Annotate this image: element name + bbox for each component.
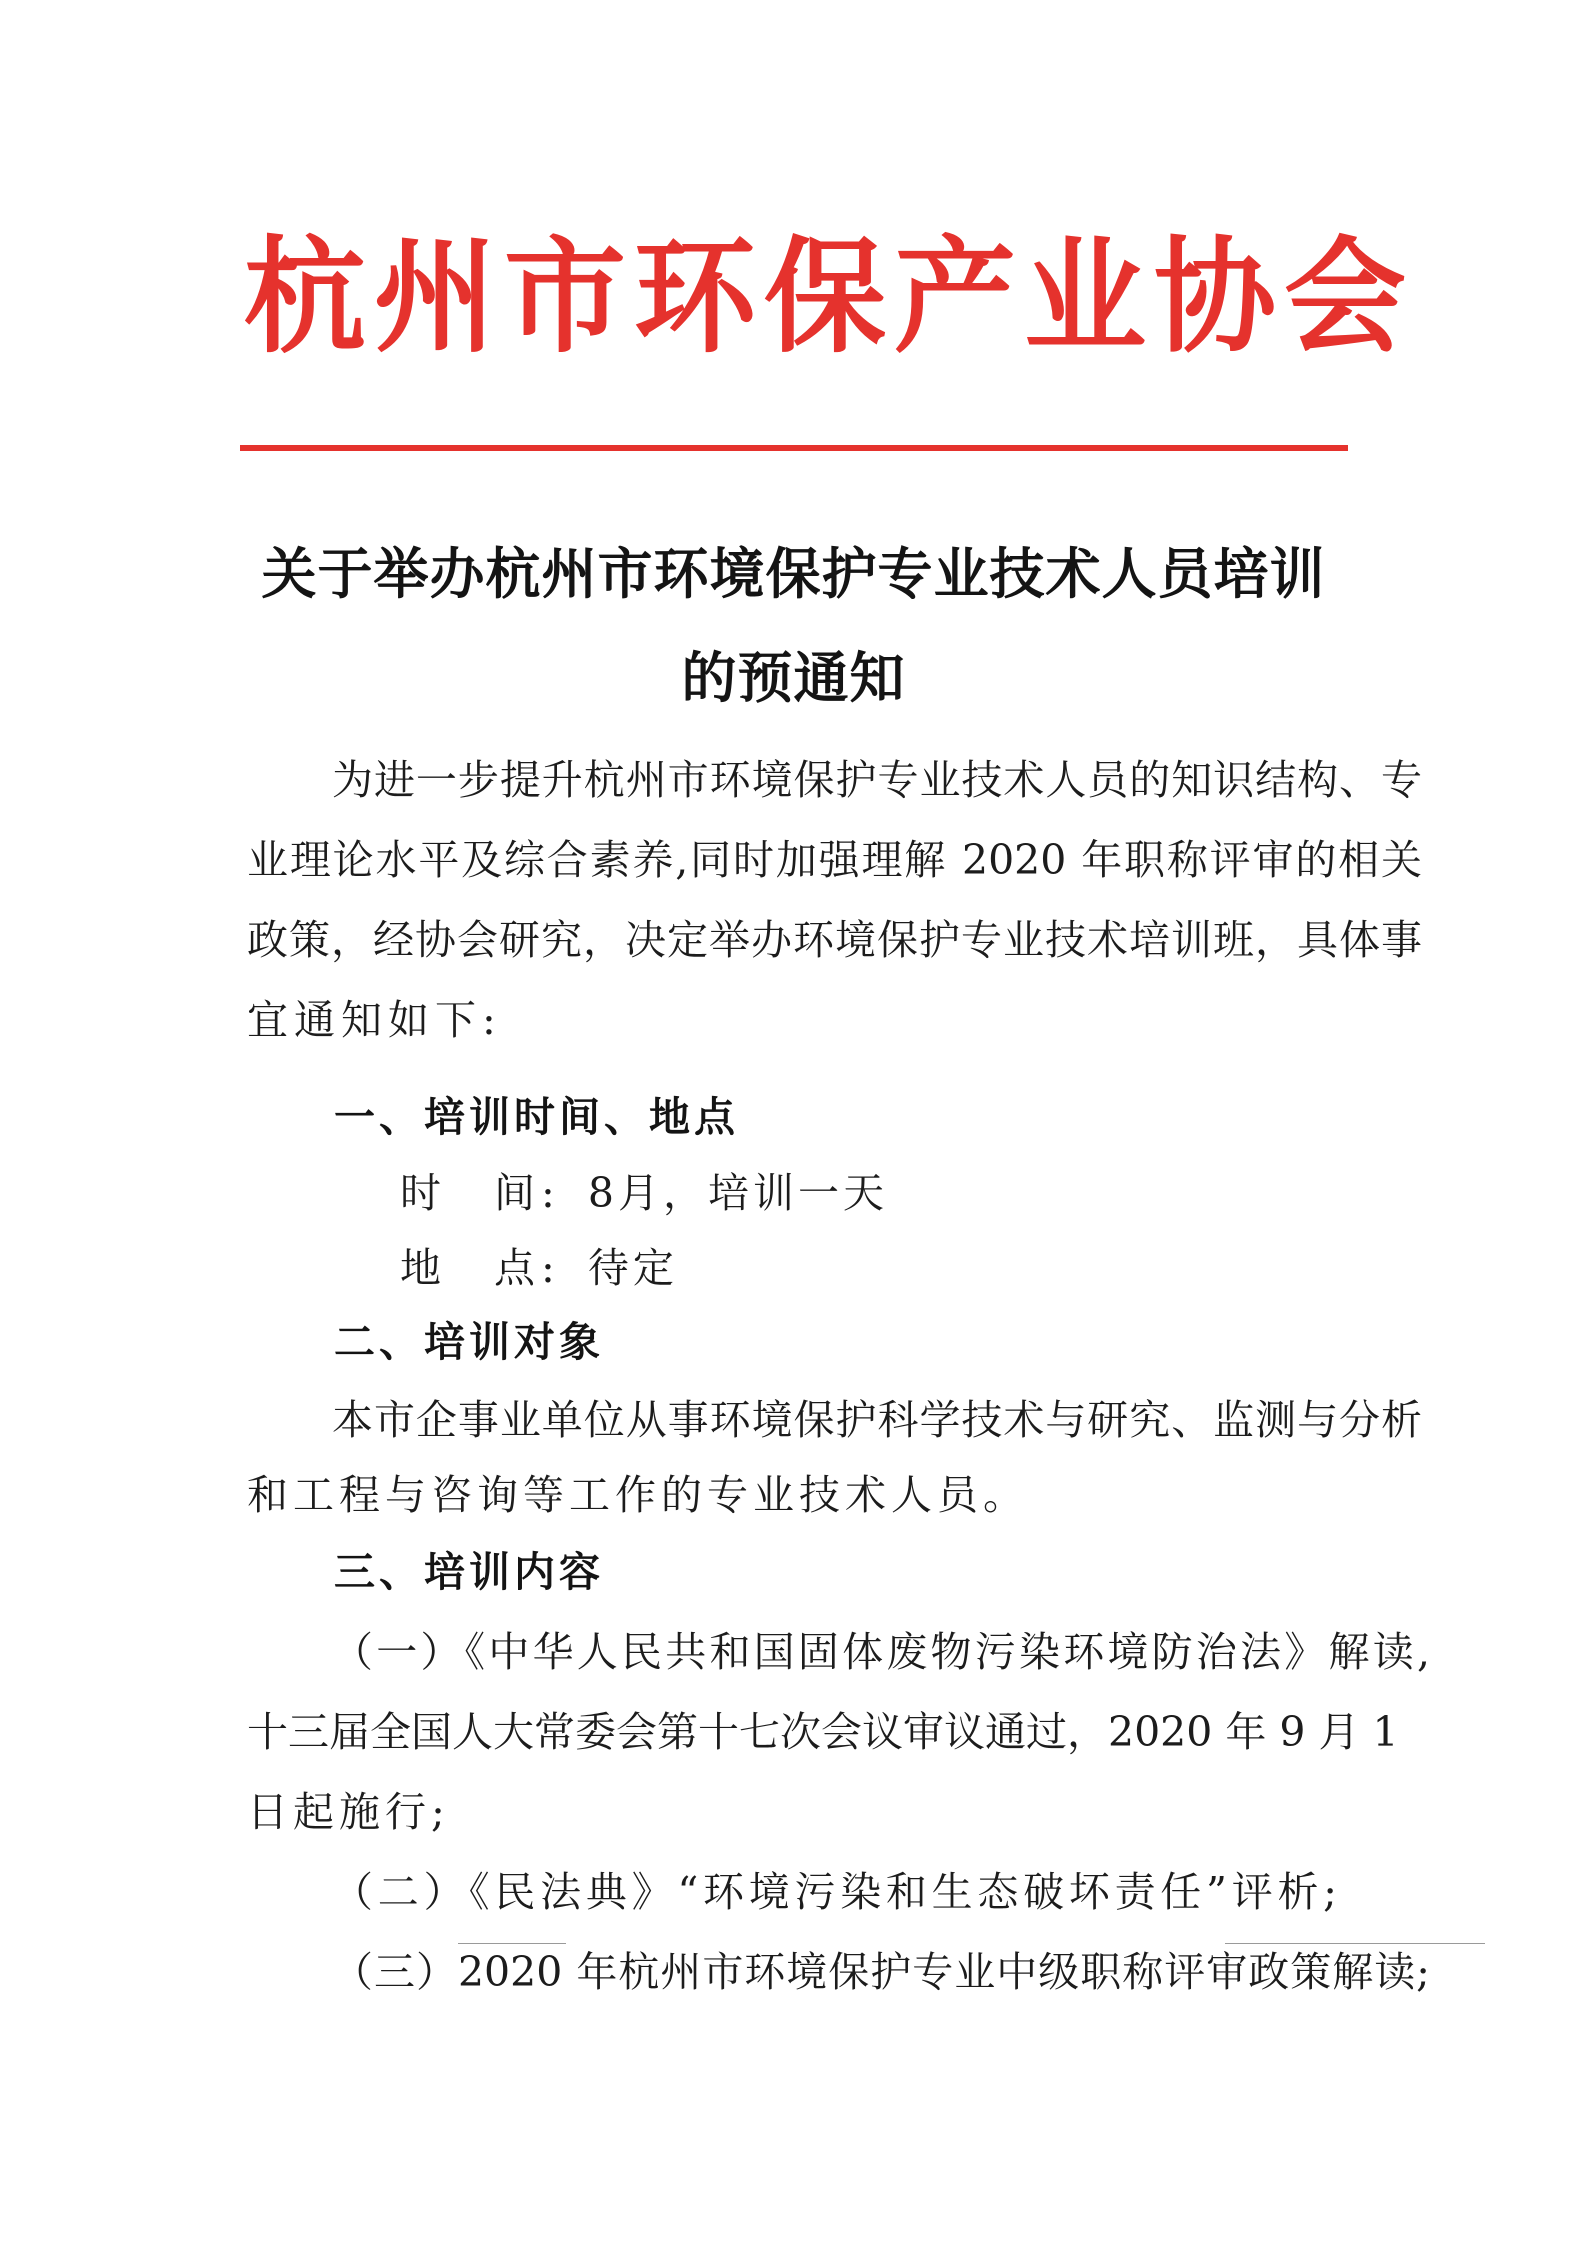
notice-title-line-2: 的预通知 (681, 645, 906, 710)
section-2-heading: 二、培训对象 (334, 1318, 604, 1366)
training-place-row (400, 1244, 678, 1292)
intro-paragraph-line-3: 政策，经协会研究，决定举办环境保护专业技术培训班，具体事 (247, 916, 1422, 964)
section-1-heading: 一、培训时间、地点 (334, 1093, 739, 1141)
training-time-value: 8月，培训一天 (587, 1169, 888, 1217)
notice-title-line-1: 关于举办杭州市环境保护专业技术人员培训 (261, 541, 1326, 606)
letterhead-char: 协 (1154, 224, 1276, 370)
letterhead-char: 产 (894, 224, 1016, 370)
section-3-item-2: （二）《民法典》“环境污染和生态破坏责任”评析; (332, 1868, 1337, 1916)
letterhead-char: 市 (504, 224, 626, 370)
letterhead-char: 保 (764, 224, 886, 370)
section-3-item-1-line-2: 十三届全国人大常委会第十七次会议审议通过，2020 年 9 月 1 (247, 1708, 1399, 1756)
training-time-label: 时 间: (400, 1169, 561, 1217)
letterhead-char: 会 (1284, 224, 1406, 370)
scan-artifact-line (458, 1943, 566, 1944)
letterhead-char: 业 (1024, 224, 1146, 370)
section-3-item-1-line-3: 日起施行; (247, 1788, 450, 1836)
intro-paragraph-line-2: 业理论水平及综合素养,同时加强理解 2020 年职称评审的相关 (247, 836, 1422, 884)
letterhead-char: 杭 (244, 224, 366, 370)
intro-paragraph-line-1: 为进一步提升杭州市环境保护专业技术人员的知识结构、专 (332, 756, 1422, 804)
intro-paragraph-line-4: 宜通知如下: (247, 996, 502, 1044)
section-3-item-3: （三）2020 年杭州市环境保护专业中级职称评审政策解读; (332, 1948, 1430, 1996)
training-place-value: 待定 (587, 1244, 678, 1292)
training-place-label: 地 点: (400, 1244, 561, 1292)
scan-artifact-line (1225, 1943, 1485, 1944)
section-3-heading: 三、培训内容 (334, 1548, 604, 1596)
section-2-line-1: 本市企事业单位从事环境保护科学技术与研究、监测与分析 (332, 1396, 1422, 1444)
section-3-item-1-line-1: （一）《中华人民共和国固体废物污染环境防治法》解读, (332, 1628, 1430, 1676)
letterhead-red-divider (240, 445, 1348, 451)
section-2-line-2: 和工程与咨询等工作的专业技术人员。 (247, 1471, 1029, 1519)
training-time-row (400, 1169, 888, 1217)
letterhead-char: 州 (374, 224, 496, 370)
letterhead-char: 环 (634, 224, 756, 370)
letterhead-organization-name (240, 222, 1410, 372)
